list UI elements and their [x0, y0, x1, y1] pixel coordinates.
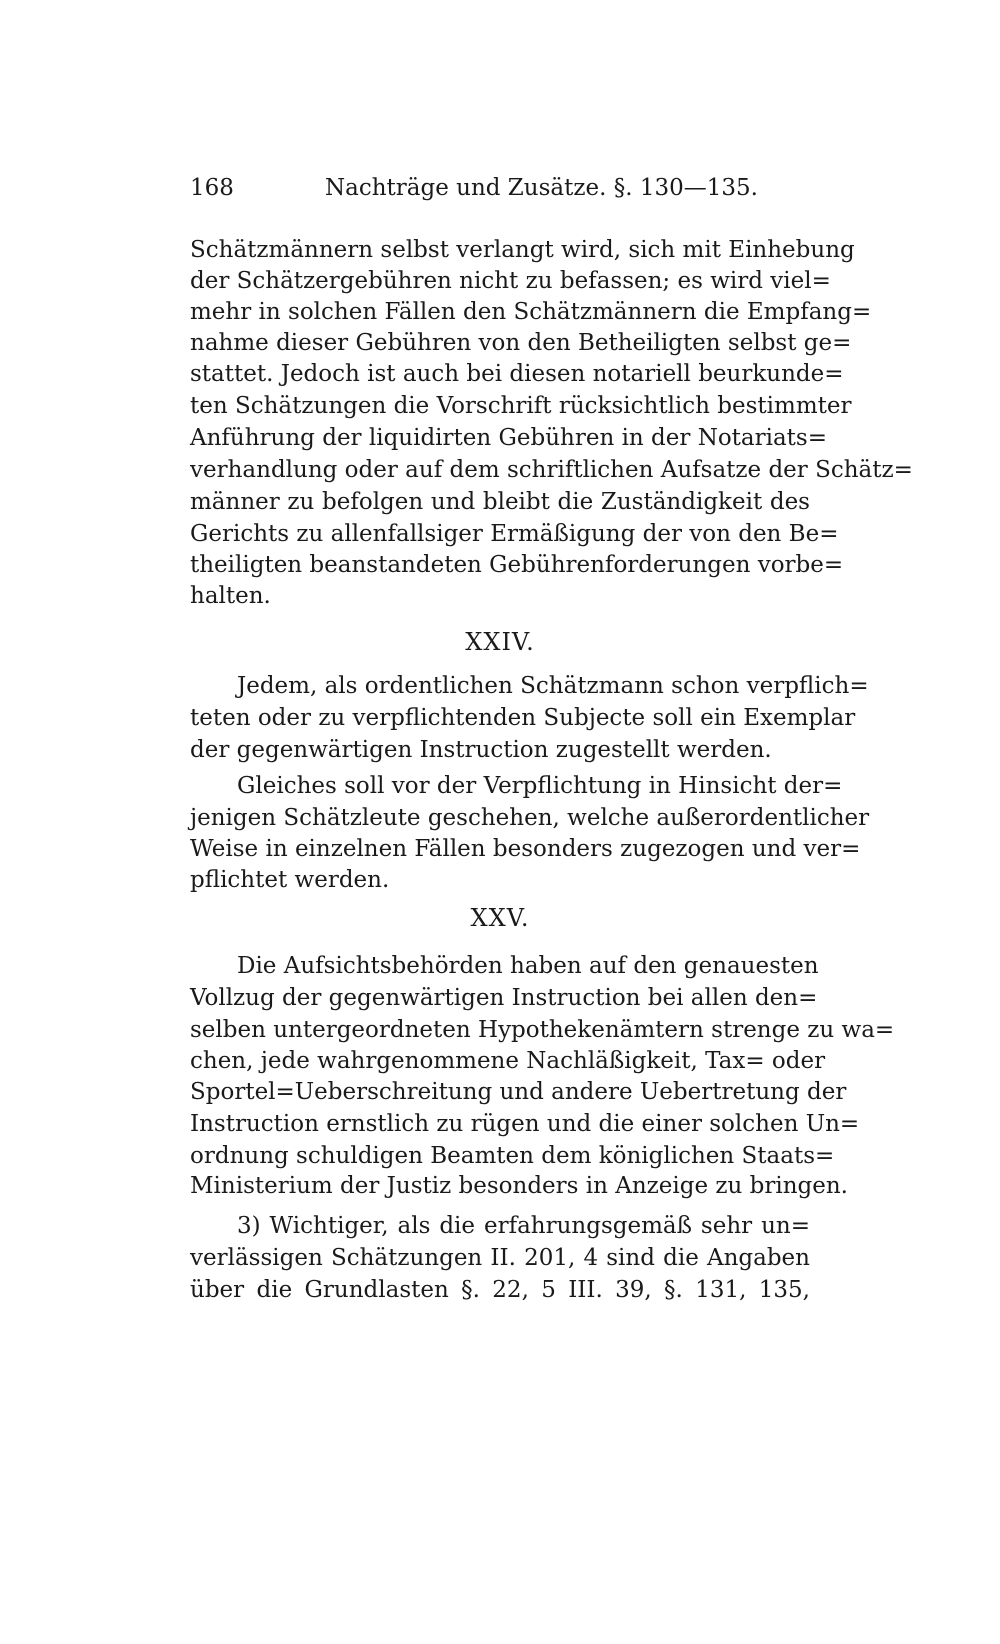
text-line: pflichtet werden. [190, 867, 390, 893]
text-line: Vollzug der gegenwärtigen Instruction bei allen den= [190, 985, 818, 1011]
text-line: über die Grundlasten §. 22, 5 III. 39, §. 131, 135, [190, 1277, 810, 1303]
text-line: Instruction ernstlich zu rügen und die einer solchen Un= [190, 1111, 860, 1137]
text-line: halten. [190, 583, 271, 609]
text-line: männer zu befolgen und bleibt die Zuständigkeit des [190, 489, 810, 515]
text-line: 3) Wichtiger, als die erfahrungsgemäß sehr un= [237, 1213, 810, 1239]
text-line: selben untergeordneten Hypothekenämtern strenge zu wa= [190, 1017, 895, 1043]
section-heading: XXIV. [465, 628, 535, 656]
text-line: ten Schätzungen die Vorschrift rücksichtlich bestimmter [190, 393, 852, 419]
text-line: stattet. Jedoch ist auch bei diesen notariell beurkunde= [190, 361, 844, 387]
text-line: Gleiches soll vor der Verpflichtung in Hinsicht der= [237, 773, 843, 799]
text-line: Die Aufsichtsbehörden haben auf den genauesten [237, 953, 819, 979]
text-line: teten oder zu verpflichtenden Subjecte soll ein Exemplar [190, 705, 856, 731]
page-header [190, 168, 758, 208]
text-line: verhandlung oder auf dem schriftlichen Aufsatze der Schätz= [190, 457, 913, 483]
text-line: Schätzmännern selbst verlangt wird, sich mit Einhebung [190, 237, 855, 263]
page-number: 168 [190, 175, 234, 201]
text-line: theiligten beanstandeten Gebührenforderungen vorbe= [190, 552, 844, 578]
text-line: jenigen Schätzleute geschehen, welche außerordentlicher [190, 805, 870, 831]
text-line: nahme dieser Gebühren von den Betheiligten selbst ge= [190, 330, 852, 356]
text-line: Ministerium der Justiz besonders in Anzeige zu bringen. [190, 1173, 848, 1199]
section-heading: XXV. [470, 904, 530, 932]
running-head: Nachträge und Zusätze. §. 130—135. [325, 175, 758, 201]
text-line: Jedem, als ordentlichen Schätzmann schon verpflich= [237, 673, 869, 699]
text-line: Weise in einzelnen Fällen besonders zugezogen und ver= [190, 836, 861, 862]
text-line: Gerichts zu allenfallsiger Ermäßigung der von den Be= [190, 521, 839, 547]
text-line: Sportel=Ueberschreitung und andere Uebertretung der [190, 1079, 847, 1105]
text-line: ordnung schuldigen Beamten dem königlichen Staats= [190, 1143, 835, 1169]
text-line: verlässigen Schätzungen II. 201, 4 sind die Angaben [190, 1245, 810, 1271]
text-line: Anführung der liquidirten Gebühren in der Notariats= [190, 425, 828, 451]
text-line: mehr in solchen Fällen den Schätzmännern die Empfang= [190, 299, 872, 325]
text-line: der Schätzergebühren nicht zu befassen; es wird viel= [190, 268, 831, 294]
text-line: der gegenwärtigen Instruction zugestellt werden. [190, 737, 772, 763]
text-line: chen, jede wahrgenommene Nachläßigkeit, Tax= oder [190, 1048, 826, 1074]
